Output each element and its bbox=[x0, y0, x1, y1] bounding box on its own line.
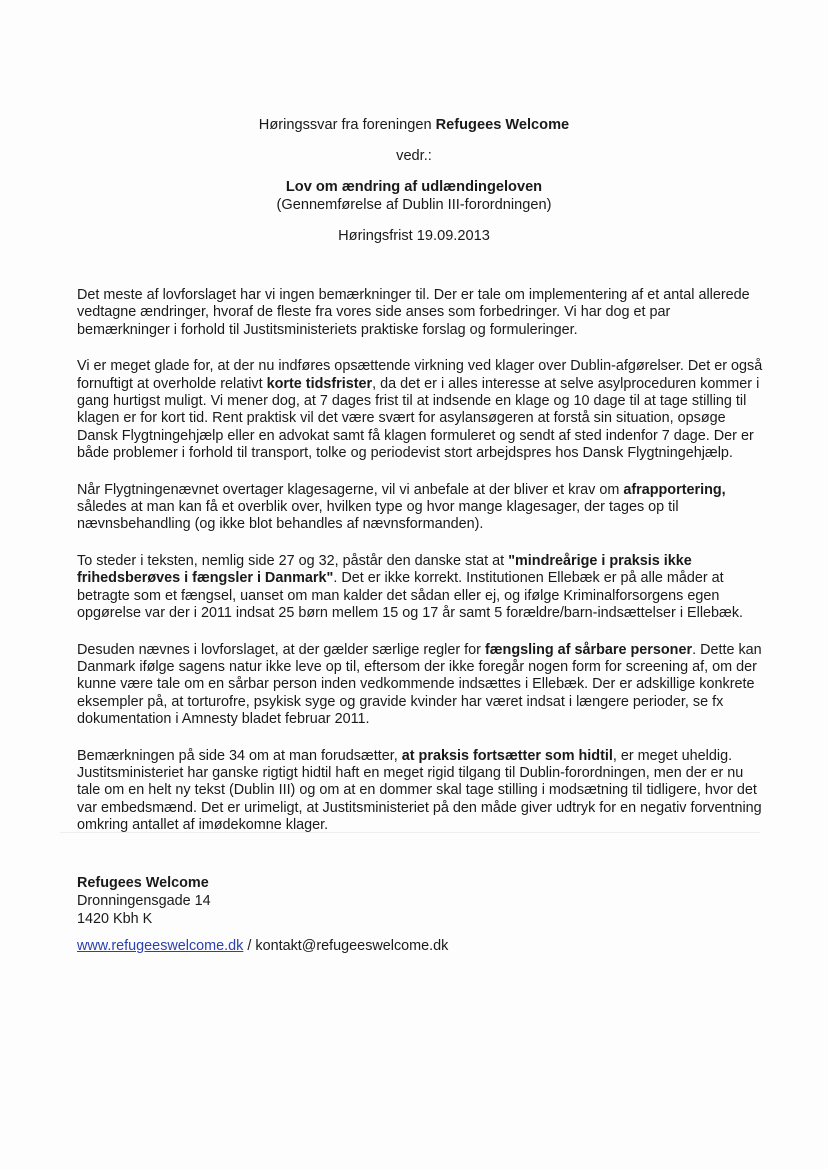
body-paragraph bbox=[77, 642, 763, 729]
contact-email: kontakt@refugeeswelcome.dk bbox=[255, 938, 449, 954]
deadline bbox=[0, 227, 828, 245]
body-paragraph bbox=[77, 287, 763, 339]
document-body bbox=[77, 287, 763, 854]
body-paragraph bbox=[77, 358, 763, 462]
deadline-text: Høringsfrist 19.09.2013 bbox=[338, 228, 490, 244]
paragraph-text: . Dette kan Danmark ifølge sagens natur ikke leve op til, eftersom der ikke foregår nogen form for screening af, om der kunne være tale om en sårbar person inden vedkommende indsættes i Ellebæk. Der er adskillige konkrete eksempler på, at torturofre, psykisk syge og gravide kvinder har været indsat i længere perioder, se fx dokumentation i Amnesty bladet februar 2011. bbox=[77, 641, 762, 728]
signature-block bbox=[77, 874, 211, 928]
signature-org: Refugees Welcome bbox=[77, 875, 209, 891]
body-paragraph bbox=[77, 482, 763, 534]
signature-street: Dronningensgade 14 bbox=[77, 893, 211, 909]
header-regarding-text: vedr.: bbox=[396, 148, 432, 164]
paragraph-text: Desuden nævnes i lovforslaget, at der gælder særlige regler for bbox=[77, 641, 485, 658]
paragraph-text: To steder i teksten, nemlig side 27 og 32, påstår den danske stat at bbox=[77, 552, 509, 569]
document-title: Lov om ændring af udlændingeloven bbox=[285, 179, 543, 195]
header-org-name: Refugees Welcome bbox=[435, 117, 570, 133]
emphasis-text: korte tidsfrister bbox=[266, 375, 373, 392]
website-link[interactable]: www.refugeeswelcome.dk bbox=[77, 938, 244, 954]
header-regarding bbox=[0, 147, 828, 165]
contact-line bbox=[77, 937, 448, 955]
document-title-block bbox=[0, 178, 828, 214]
emphasis-text: fængsling af sårbare personer bbox=[484, 641, 693, 658]
paragraph-text: Bemærkningen på side 34 om at man forudsætter, bbox=[77, 747, 402, 764]
paragraph-text: , da det er i alles interesse at selve asylproceduren kommer i gang hurtigst muligt. Vi mener dog, at 7 dages frist til at indsende en klage og 10 dage til at tage stilling til klagen er for kort tid. Rent praktisk vil det være svært for asylansøgeren at forstå sin situation, opsøge Dansk Flygtningehjælp eller en advokat samt få klagen formuleret og sendt af sted indenfor 7 dage. Der er både problemer i forhold til transport, tolke og periodevist stort arbejdspres hos Dansk Flygtningehjælp. bbox=[77, 375, 760, 462]
emphasis-text: "mindreårige i praksis ikke frihedsberøves i fængsler i Danmark" bbox=[77, 552, 692, 587]
body-paragraph bbox=[77, 553, 763, 623]
paragraph-text: Vi er meget glade for, at der nu indføres opsættende virkning ved klager over Dublin-afgørelser. Det er også fornuftigt at overholde relativt bbox=[77, 358, 763, 392]
paragraph-text: Det meste af lovforslaget har vi ingen bemærkninger til. Der er tale om implementering af et antal allerede vedtagne ændringer, hvoraf de fleste fra vores side anses som forbedringer. Vi har dog et par bemærkninger i forhold til Justitsministeriets praktiske forslag og formuleringer. bbox=[77, 287, 750, 338]
paragraph-text: Når Flygtningenævnet overtager klagesagerne, vil vi anbefale at der bliver et krav om bbox=[77, 481, 624, 498]
signature-city: 1420 Kbh K bbox=[77, 911, 153, 927]
paragraph-text: . Det er ikke korrekt. Institutionen Ellebæk er på alle måder at betragte som et fængsel, uanset om man kalder det sådan eller ej, og ifølge Kriminalforsorgens egen opgørelse var der i 2011 indsat 25 børn mellem 15 og 17 år samt 5 forældre/barn-indsættelser i Ellebæk. bbox=[77, 570, 744, 622]
body-paragraph bbox=[77, 748, 763, 835]
emphasis-text: afrapportering, bbox=[623, 481, 726, 498]
paragraph-text: således at man kan få et overblik over, hvilken type og hvor mange klagesager, der tages op til nævnsbehandling (og ikke blot behandles af nævnsformanden). bbox=[77, 499, 679, 533]
emphasis-text: at praksis fortsætter som hidtil bbox=[401, 747, 613, 764]
document-subtitle: (Gennemførelse af Dublin III-forordningen) bbox=[276, 197, 552, 213]
contact-separator: / bbox=[243, 938, 256, 954]
header-intro bbox=[0, 116, 828, 134]
paragraph-text: , er meget uheldig. Justitsministeriet har ganske rigtigt hidtil haft en meget rigid tilgang til Dublin-forordningen, men der er nu tale om en helt ny tekst (Dublin III) og om at en dommer skal tage stilling i modsætning til tidligere, hvor det var embedsmænd. Det er urimeligt, at Justitsministeriet på den måde giver udtryk for en negativ forventning omkring antallet af imødekomne klager. bbox=[77, 747, 762, 834]
header-intro-text: Høringssvar fra foreningen bbox=[258, 117, 436, 133]
